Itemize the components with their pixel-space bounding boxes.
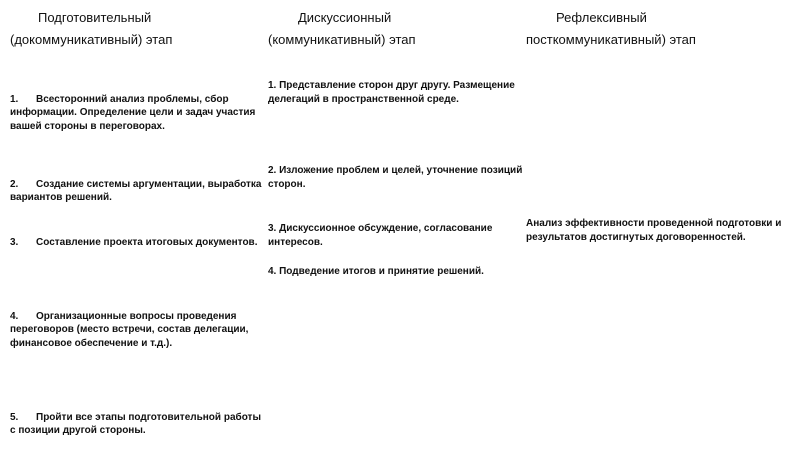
header-preparatory-subtitle: (докоммуникативный) этап <box>10 32 173 47</box>
prep-item-text: Всесторонний анализ проблемы, сбор информации. Определение цели и задач участия вашей стороны в переговорах. <box>10 93 256 132</box>
prep-item-number: 3. <box>10 236 19 248</box>
prep-item-3 <box>10 222 266 249</box>
prep-item-number: 5. <box>10 411 19 423</box>
header-reflexive-subtitle: посткоммуникативный) этап <box>526 32 696 47</box>
prep-item-text: Организационные вопросы проведения переговоров (место встречи, состав делегации, финансовое обеспечение и т.д.). <box>10 310 249 349</box>
prep-item-number: 4. <box>10 310 19 322</box>
discussion-item-1: 1. Представление сторон друг другу. Размещение делегаций в пространственной среде. <box>268 80 515 105</box>
prep-item-number: 2. <box>10 178 19 190</box>
prep-item-text: Создание системы аргументации, выработка вариантов решений. <box>10 178 262 203</box>
prep-item-text: Составление проекта итоговых документов. <box>36 236 258 248</box>
header-discussion-title: Дискуссионный <box>298 10 392 25</box>
header-reflexive-stage <box>526 7 696 51</box>
discussion-item-4: 4. Подведение итогов и принятие решений. <box>268 266 484 277</box>
prep-item-5 <box>10 397 266 438</box>
prep-item-1 <box>10 79 266 133</box>
prep-item-number: 1. <box>10 93 19 105</box>
reflexive-item-1: Анализ эффективности проведенной подготовки и результатов достигнутых договоренностей. <box>526 218 782 243</box>
header-preparatory-title: Подготовительный <box>38 10 152 25</box>
header-preparatory-stage <box>10 7 172 51</box>
prep-item-4 <box>10 296 266 350</box>
prep-item-2 <box>10 164 266 205</box>
header-discussion-subtitle: (коммуникативный) этап <box>268 32 416 47</box>
header-discussion-stage <box>268 7 416 51</box>
header-reflexive-title: Рефлексивный <box>556 10 647 25</box>
discussion-item-2: 2. Изложение проблем и целей, уточнение позиций сторон. <box>268 165 523 190</box>
discussion-item-3: 3. Дискуссионное обсуждение, согласование интересов. <box>268 223 493 248</box>
prep-item-text: Пройти все этапы подготовительной работы с позиции другой стороны. <box>10 411 261 436</box>
